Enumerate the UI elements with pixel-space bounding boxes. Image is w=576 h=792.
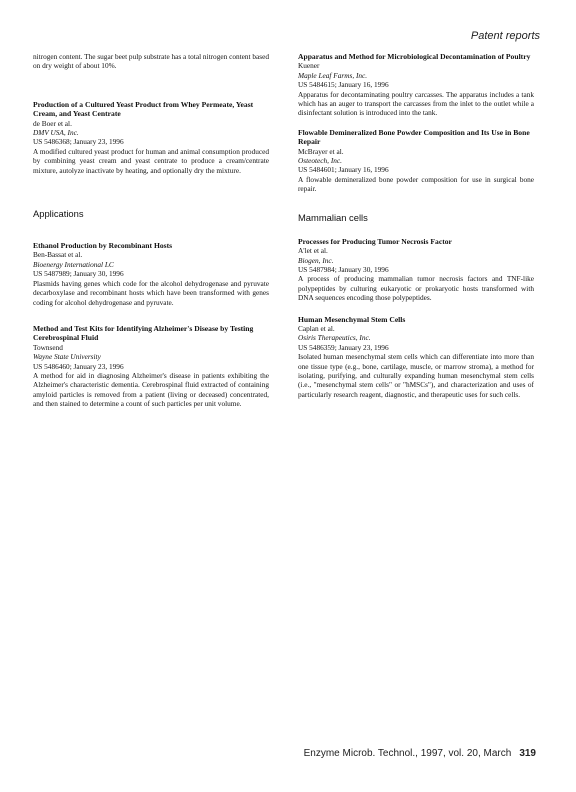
patent-number: US 5487984; January 30, 1996	[298, 264, 389, 274]
patent-entry	[33, 241, 269, 307]
right-column	[298, 52, 534, 399]
patent-authors: Ben-Bassat et al.	[33, 250, 83, 260]
patent-title: Ethanol Production by Recombinant Hosts	[33, 241, 173, 251]
patent-authors: McBrayer et al.	[298, 146, 344, 156]
patent-abstract: A flowable demineralized bone powder composition for use in surgical bone repair.	[298, 174, 534, 194]
patent-title: Apparatus and Method for Microbiological Decontamination of Poultry	[298, 52, 531, 61]
patent-entry	[298, 128, 534, 194]
patent-number: US 5484601; January 16, 1996	[298, 165, 389, 175]
patent-title: Method and Test Kits for Identifying Alzheimer's Disease by Testing Cerebrospinal Fluid	[33, 323, 254, 343]
patent-assignee: Maple Leaf Farms, Inc.	[298, 70, 368, 80]
patent-authors: Caplan et al.	[298, 323, 335, 333]
patent-abstract: Isolated human mesenchymal stem cells which can differentiate into more than one tissue type (e.g., bone, cartilage, muscle, or marrow stroma), a method for isolating, purifying, and culturally expanding human mesenchymal stem cells (i.e., "mesenchymal stem cells" or "hMSCs"), and characterization and uses of particularly research reagent, diagnostic, and therapeutic uses for such cells.	[298, 352, 534, 399]
patent-assignee: Biogen, Inc.	[298, 255, 334, 265]
patent-title: Processes for Producing Tumor Necrosis Factor	[298, 236, 452, 246]
patent-number: US 5484615; January 16, 1996	[298, 80, 389, 90]
patent-assignee: Osteotech, Inc.	[298, 156, 342, 166]
patent-abstract: A modified cultured yeast product for human and animal consumption produced by combining yeast cream and yeast centrate to produce a cream/centrate mixture, autolyze inactivate by heating, and optionally dry the mixture.	[33, 146, 269, 175]
patent-number: US 5487989; January 30, 1996	[33, 269, 124, 279]
patent-title: Flowable Demineralized Bone Powder Composition and Its Use in Bone Repair	[298, 127, 530, 147]
patent-authors: Townsend	[33, 342, 63, 352]
page-number: 319	[519, 748, 536, 759]
patent-assignee: DMV USA, Inc.	[33, 128, 79, 138]
section-heading-applications: Applications	[33, 208, 84, 220]
journal-citation: Enzyme Microb. Technol., 1997, vol. 20, March	[303, 748, 512, 759]
patent-entry	[33, 100, 269, 175]
patent-authors: Kuener	[298, 61, 320, 71]
page-footer	[304, 748, 536, 759]
continuation-text: nitrogen content. The sugar beet pulp substrate has a total nitrogen content based on dry weight of about 10%.	[33, 52, 269, 71]
patent-assignee: Wayne State University	[33, 352, 101, 362]
patent-title: Production of a Cultured Yeast Product from Whey Permeate, Yeast Cream, and Yeast Centrate	[33, 99, 254, 119]
patent-number: US 5486359; January 23, 1996	[298, 342, 389, 352]
left-column	[33, 52, 269, 409]
section-heading-mammalian-cells: Mammalian cells	[298, 211, 368, 223]
patent-authors: de Boer et al.	[33, 118, 72, 128]
patent-number: US 5486368; January 23, 1996	[33, 137, 124, 147]
patent-abstract: A method for aid in diagnosing Alzheimer's disease in patients exhibiting the Alzheimer's characteristic dementia. Cerebrospinal fluid extracted of containing amyloid particles is removed from a patient (living or deceased) concentrated, and then stained to determine a count of such particles per unit volume.	[33, 370, 269, 409]
patent-abstract: Plasmids having genes which code for the alcohol dehydrogenase and pyruvate decarboxylase and recombinant hosts which have been transformed with genes coding for alcohol dehydrogenase and pyruvate.	[33, 278, 269, 307]
patent-abstract: Apparatus for decontaminating poultry carcasses. The apparatus includes a tank which has an auger to transport the carcasses from the inlet to the outlet while a disinfectant solution is introduced into the tank.	[298, 89, 534, 118]
patent-assignee: Bioenergy International LC	[33, 259, 114, 269]
patent-number: US 5486460; January 23, 1996	[33, 361, 124, 371]
patent-entry	[33, 324, 269, 409]
patent-assignee: Osiris Therapeutics, Inc.	[298, 333, 371, 343]
running-head: Patent reports	[470, 30, 540, 42]
patent-entry	[298, 52, 534, 118]
patent-entry	[298, 315, 534, 400]
patent-entry	[298, 237, 534, 303]
patent-abstract: A process of producing mammalian tumor necrosis factors and TNF-like polypeptides by culturing eukaryotic or prokaryotic hosts transformed with DNA sequences encoding those polypeptides.	[298, 274, 534, 303]
patent-title: Human Mesenchymal Stem Cells	[298, 314, 406, 324]
patent-authors: A'let et al.	[298, 246, 328, 256]
